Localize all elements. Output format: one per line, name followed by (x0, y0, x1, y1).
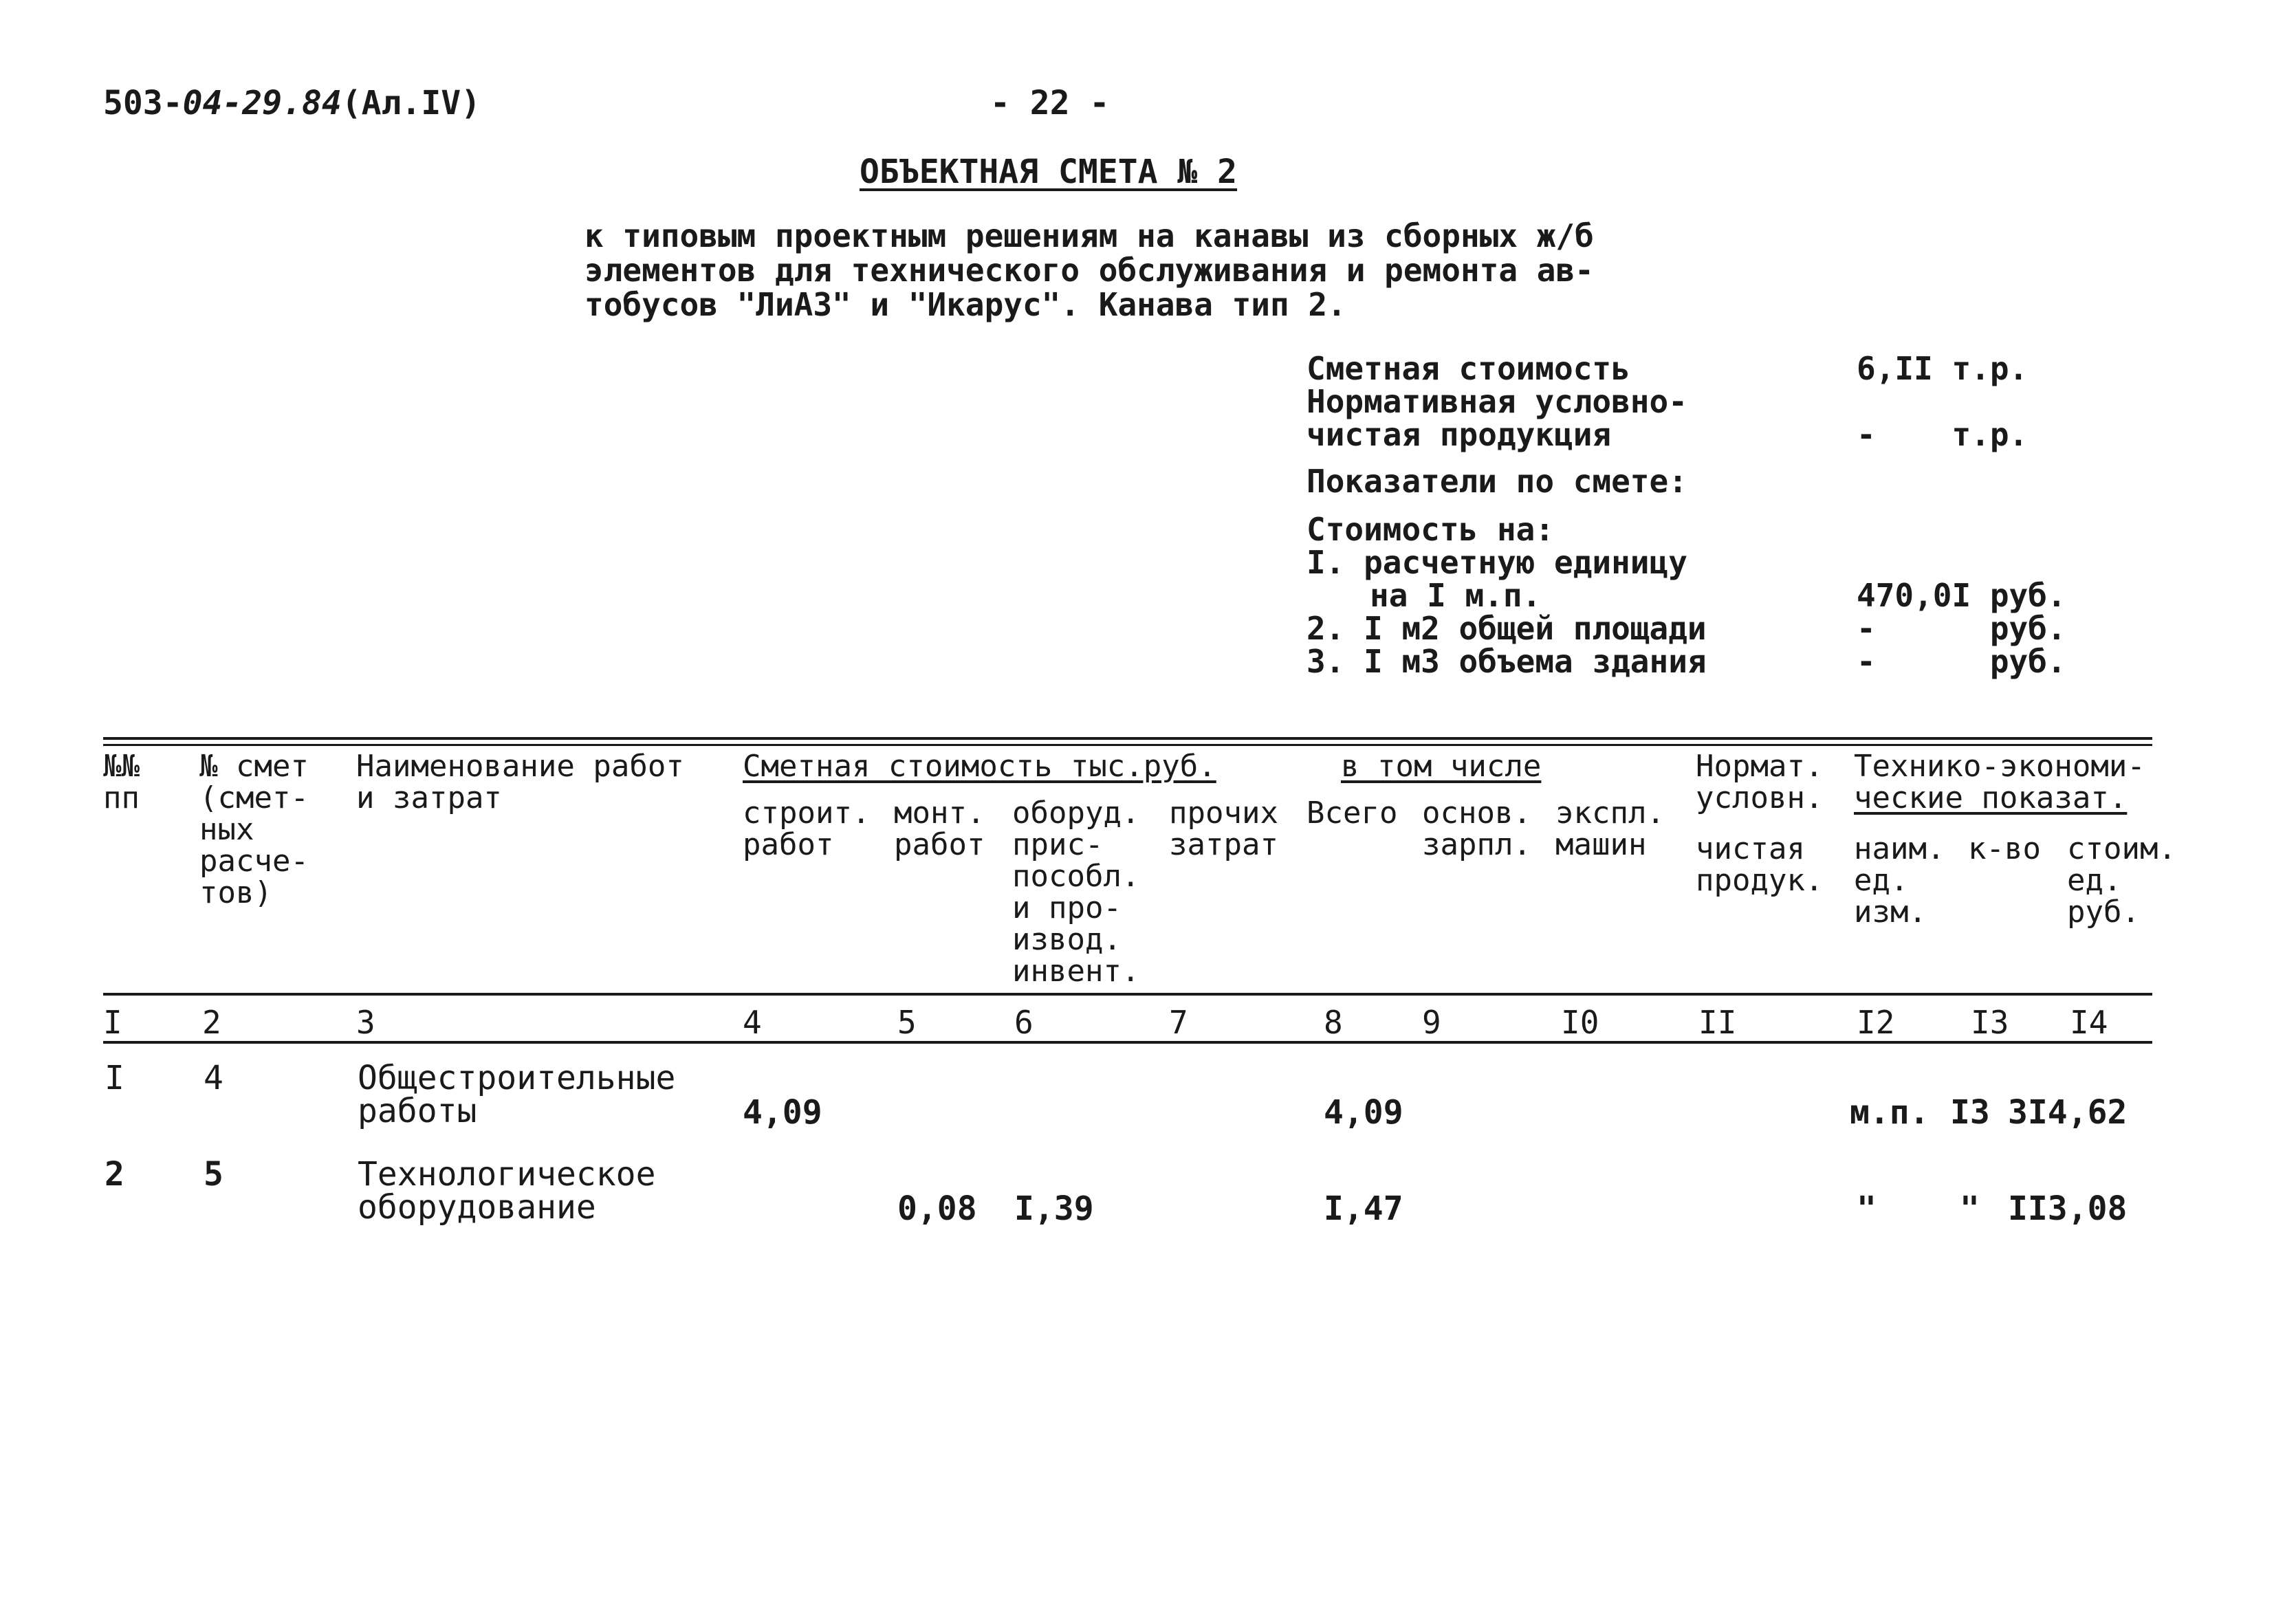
colnum-13: I3 (1971, 1004, 2009, 1041)
cost-value: 6,II т.р. (1857, 350, 2029, 387)
header-group-tech-1: Технико-экономи- (1854, 749, 2145, 784)
colnum-6: 6 (1014, 1004, 1034, 1041)
row2-name: Технологическое оборудование (358, 1155, 656, 1227)
colnum-1: I (103, 1004, 122, 1041)
cost-per-label: Стоимость на: (1307, 511, 1555, 548)
item1-line2: на I м.п. (1370, 577, 1542, 614)
colnum-12: I2 (1857, 1004, 1895, 1041)
row1-c12: м.п. (1850, 1093, 1929, 1132)
intro-line-2: элементов для технического обслуживания и ремонта ав- (584, 252, 1594, 289)
header-col2: № смет (смет- ных расче- тов) (199, 749, 309, 910)
row1-c14: 3I4,62 (2008, 1093, 2128, 1132)
header-col14: стоим. ед. руб. (2067, 831, 2176, 930)
item1-value: 470,0I руб. (1857, 577, 2066, 614)
table-top-rule-1 (103, 737, 2152, 740)
document-code-prefix: 503- (103, 84, 183, 122)
colnum-3: 3 (356, 1004, 375, 1041)
header-group-cost: Сметная стоимость тыс.руб. (743, 749, 1216, 784)
norm-value: - т.р. (1857, 416, 2029, 453)
row2-c6: I,39 (1014, 1189, 1094, 1228)
colnum-10: I0 (1561, 1004, 1599, 1041)
header-col7: прочих затрат (1169, 795, 1278, 862)
document-code (103, 84, 481, 122)
header-col12: наим. ед. изм. (1854, 831, 1945, 930)
header-group-incl: в том числе (1341, 749, 1542, 784)
row2-num: 2 (105, 1155, 124, 1194)
row2-c5: 0,08 (897, 1189, 977, 1228)
item1-line1: I. расчетную единицу (1307, 544, 1687, 581)
document-code-handwritten: 04-29.84 (182, 84, 342, 122)
row2-c13: " (1960, 1189, 1980, 1228)
header-col13: к-во (1968, 831, 2041, 866)
colnum-8: 8 (1324, 1004, 1343, 1041)
document-code-suffix: (Ал.IV) (341, 84, 481, 122)
column-numbers-rule (103, 1041, 2152, 1044)
row1-c13: I3 (1950, 1093, 1990, 1132)
indicators-label: Показатели по смете: (1307, 463, 1687, 500)
header-bottom-rule (103, 993, 2152, 996)
colnum-5: 5 (897, 1004, 917, 1041)
header-col9: основ. зарпл. (1422, 795, 1531, 862)
header-col3: Наименование работ и затрат (356, 749, 684, 815)
row2-est: 5 (204, 1155, 223, 1194)
row1-c4: 4,09 (743, 1093, 822, 1132)
row2-c12: " (1857, 1189, 1877, 1228)
norm-label-1: Нормативная условно- (1307, 383, 1687, 420)
header-col10: экспл. машин (1555, 795, 1665, 862)
table-top-rule-2 (103, 744, 2152, 746)
document-title: ОБЪЕКТНАЯ СМЕТА № 2 (860, 153, 1238, 191)
intro-line-1: к типовым проектным решениям на канавы из сборных ж/б (584, 217, 1594, 254)
item3-label: 3. I м3 объема здания (1307, 643, 1707, 680)
colnum-2: 2 (202, 1004, 221, 1041)
norm-label-2: чистая продукция (1307, 416, 1612, 453)
row1-name: Общестроительные работы (358, 1059, 676, 1130)
cost-label: Сметная стоимость (1307, 350, 1630, 387)
header-group-tech-2: ческие показат. (1854, 780, 2128, 815)
header-col11: Нормат. условн. (1696, 749, 1824, 815)
colnum-14: I4 (2070, 1004, 2108, 1041)
item2-value: - руб. (1857, 610, 2066, 647)
row2-c14: II3,08 (2008, 1189, 2128, 1228)
item2-label: 2. I м2 общей площади (1307, 610, 1707, 647)
row1-c8: 4,09 (1324, 1093, 1403, 1132)
header-col11-cont: чистая продук. (1696, 831, 1824, 898)
header-col8: Всего (1307, 795, 1398, 831)
colnum-9: 9 (1422, 1004, 1441, 1041)
row1-est: 4 (204, 1059, 223, 1097)
intro-line-3: тобусов "ЛиАЗ" и "Икарус". Канава тип 2. (584, 286, 1346, 323)
colnum-7: 7 (1169, 1004, 1188, 1041)
item3-value: - руб. (1857, 643, 2066, 680)
row1-num: I (105, 1059, 124, 1097)
colnum-4: 4 (743, 1004, 762, 1041)
header-col4: строит. работ (743, 795, 871, 862)
row2-c8: I,47 (1324, 1189, 1403, 1228)
header-col1: №№ пп (103, 749, 140, 815)
header-col6: оборуд. прис- пособл. и про- извод. инвент. (1012, 795, 1140, 989)
colnum-11: II (1698, 1004, 1737, 1041)
header-col5: монт. работ (894, 795, 985, 862)
page-number: - 22 - (990, 84, 1110, 122)
